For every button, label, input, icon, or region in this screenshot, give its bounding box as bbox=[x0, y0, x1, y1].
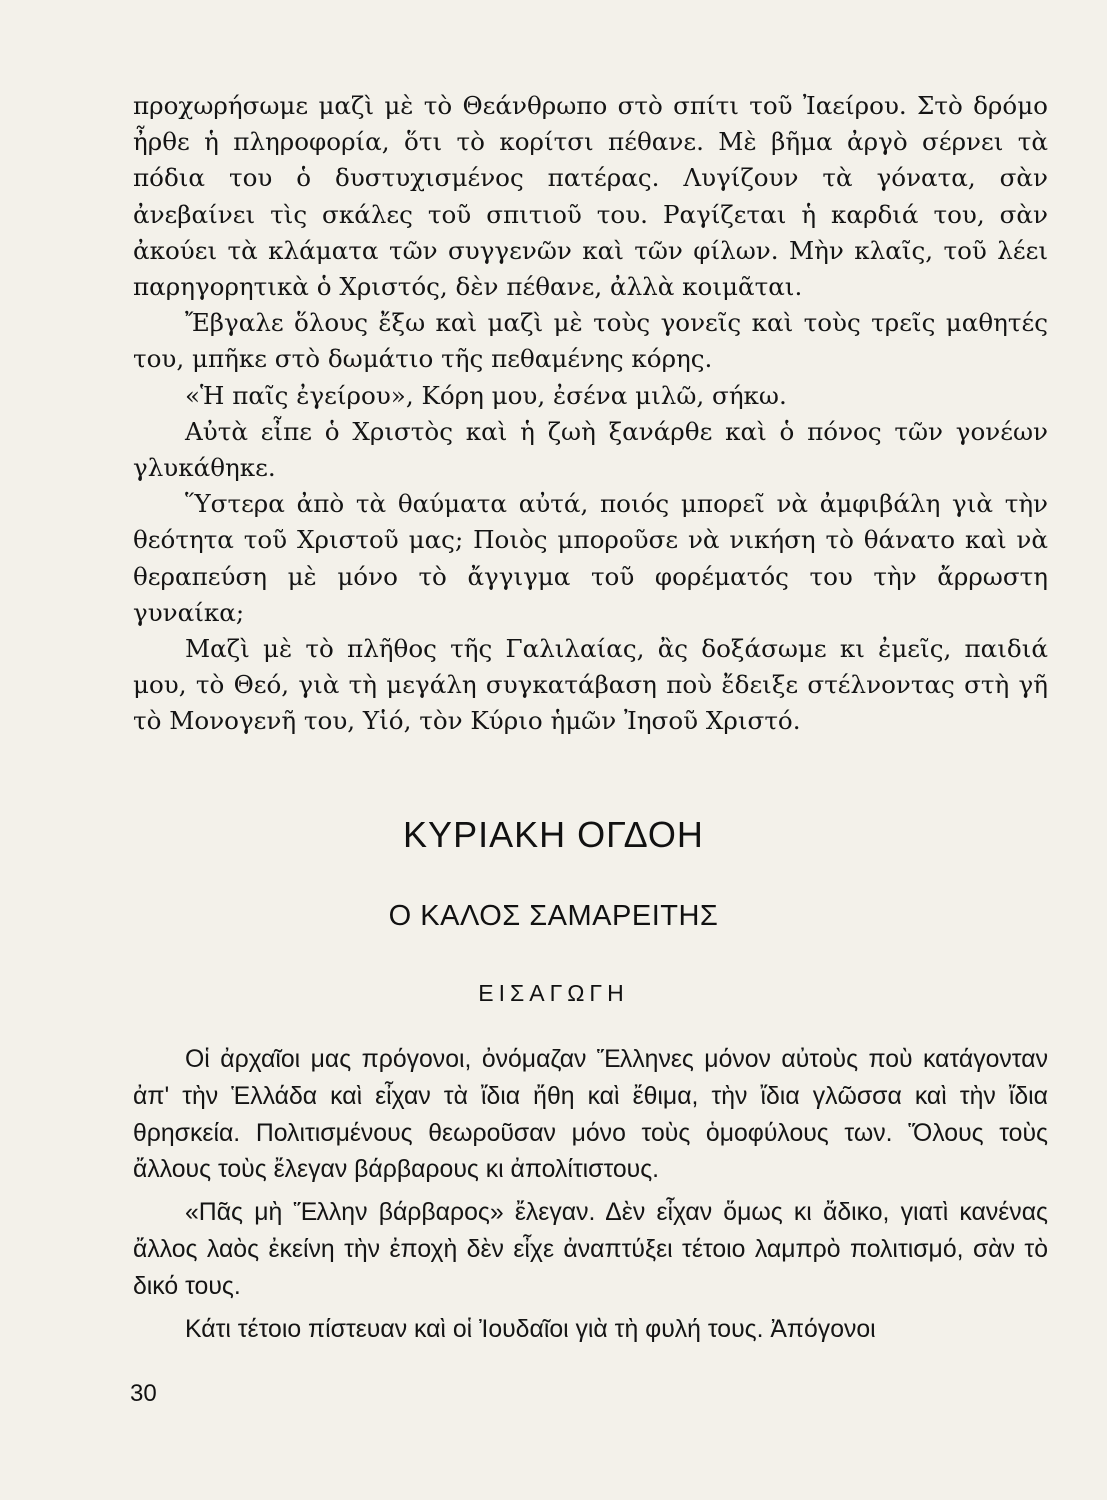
paragraph: Μαζὶ μὲ τὸ πλῆθος τῆς Γαλιλαίας, ἂς δοξάσωμε κι ἐμεῖς, παιδιά μου, τὸ Θεό, γιὰ τὴ μεγάλη συγκατάβαση ποὺ ἔδειξε στέλνοντας στὴ γῆ τὸ Μονογενῆ του, Υἱό, τὸν Κύριο ἡμῶν Ἰησοῦ Χριστό. bbox=[133, 634, 1048, 736]
paragraph: Οἱ ἀρχαῖοι μας πρόγονοι, ὀνόμαζαν Ἕλληνες μόνον αὐτοὺς ποὺ κατάγονταν ἀπ' τὴν Ἑλλάδα καὶ εἶχαν τὰ ἴδια ἤθη καὶ ἔθιμα, τὴν ἴδια γλῶσσα καὶ τὴν ἴδια θρησκεία. Πολιτισμένους θεωροῦσαν μόνο τοὺς ὁμοφύλους των. Ὅλους τοὺς ἄλλους τοὺς ἔλεγαν βάρβαρους κι ἀπολίτιστους. bbox=[133, 1046, 1048, 1184]
chapter-subtitle: Ο ΚΑΛΟΣ ΣΑΜΑΡΕΙΤΗΣ bbox=[388, 900, 719, 932]
paragraph: Ἔβγαλε ὅλους ἔξω καὶ μαζὶ μὲ τοὺς γονεῖς καὶ τοὺς τρεῖς μαθητές του, μπῆκε στὸ δωμάτιο τῆς πεθαμένης κόρης. bbox=[133, 308, 1048, 374]
paragraph: Κάτι τέτοιο πίστευαν καὶ οἱ Ἰουδαῖοι γιὰ τὴ φυλή τους. Ἀπόγονοι bbox=[185, 1315, 876, 1343]
introduction-text bbox=[133, 1042, 1048, 1348]
paragraph: Ὕστερα ἀπὸ τὰ θαύματα αὐτά, ποιός μπορεῖ νὰ ἀμφιβάλη γιὰ τὴν θεότητα τοῦ Χριστοῦ μας; Ποιὸς μποροῦσε νὰ νικήση τὸ θάνατο καὶ νὰ θεραπεύση μὲ μόνο τὸ ἄγγιγμα τοῦ φορέματός του τὴν ἄρρωστη γυναίκα; bbox=[133, 489, 1048, 627]
paragraph: Αὐτὰ εἶπε ὁ Χριστὸς καὶ ἡ ζωὴ ξανάρθε καὶ ὁ πόνος τῶν γονέων γλυκάθηκε. bbox=[133, 416, 1048, 483]
previous-chapter-text bbox=[133, 88, 1048, 740]
chapter-title: ΚΥΡΙΑΚΗ ΟΓΔΟΗ bbox=[403, 814, 704, 855]
page-number: 30 bbox=[130, 1380, 157, 1407]
section-heading: ΕΙΣΑΓΩΓΗ bbox=[478, 980, 629, 1006]
paragraph: προχωρήσωμε μαζὶ μὲ τὸ Θεάνθρωπο στὸ σπίτι τοῦ Ἰαείρου. Στὸ δρόμο ἦρθε ἡ πληροφορία, ὅτι τὸ κορίτσι πέθανε. Μὲ βῆμα ἀργὸ σέρνει τὰ πόδια του ὁ δυστυχισμένος πατέρας. Λυγίζουν τὰ γόνατα, σὰν ἀνεβαίνει τὶς σκάλες τοῦ σπιτιοῦ του. Ραγίζεται ἡ καρδιά του, σὰν ἀκούει τὰ κλάματα τῶν συγγενῶν καὶ τῶν φίλων. Μὴν κλαῖς, τοῦ λέει παρηγορητικὰ ὁ Χριστός, δὲν πέθανε, ἀλλὰ κοιμᾶται. bbox=[133, 91, 1048, 302]
paragraph: «Πᾶς μὴ Ἕλλην βάρβαρος» ἔλεγαν. Δὲν εἶχαν ὅμως κι ἄδικο, γιατὶ κανένας ἄλλος λαὸς ἐκείνη τὴν ἐποχὴ δὲν εἶχε ἀναπτύξει τέτοιο λαμπρὸ πολιτισμό, σὰν τὸ δικό τους. bbox=[133, 1199, 1048, 1300]
paragraph: «Ἡ παῖς ἐγείρου», Κόρη μου, ἐσένα μιλῶ, σήκω. bbox=[185, 380, 787, 410]
